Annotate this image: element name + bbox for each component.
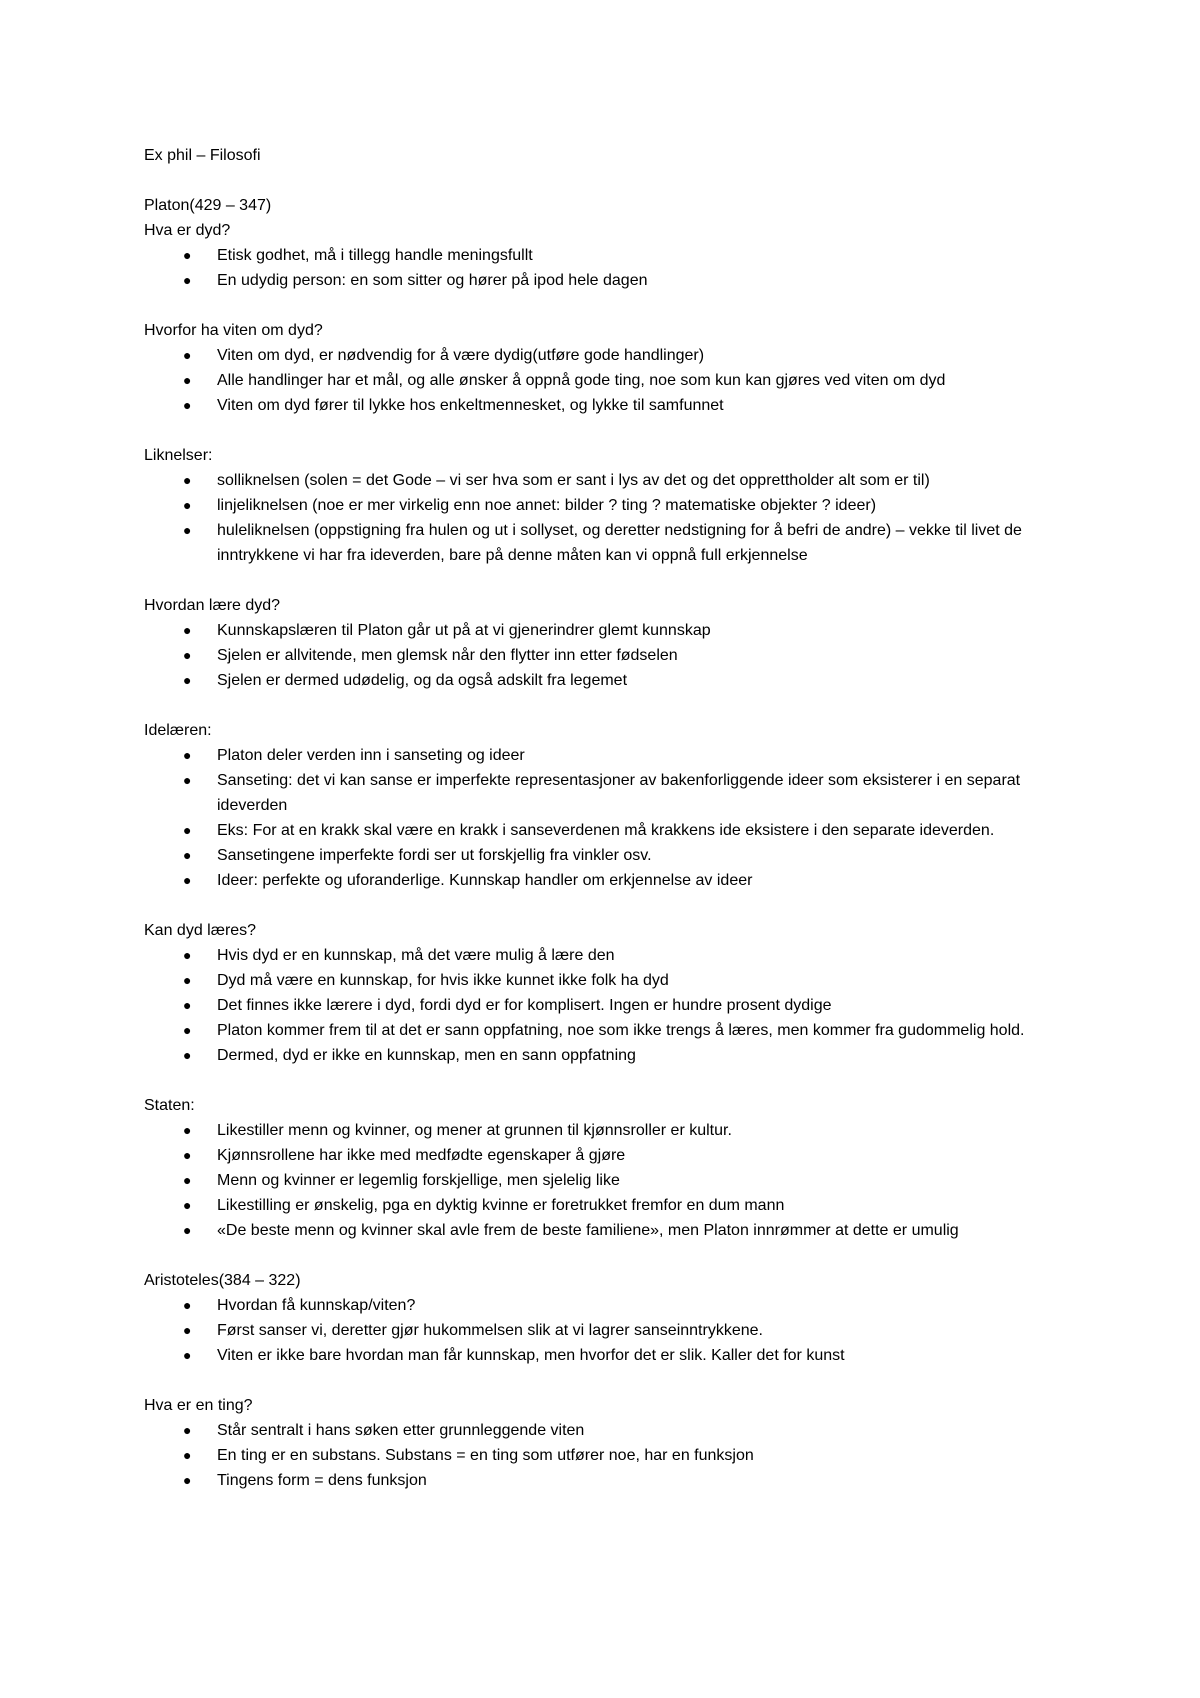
bullet-icon: ●: [183, 1222, 192, 1238]
bullet-icon: ●: [183, 847, 192, 863]
list-item-text: Platon kommer frem til at det er sann oppfatning, noe som ikke trengs å læres, men kommer fra gudommelig hold.: [217, 1022, 1025, 1039]
bullet-icon: ●: [183, 1297, 192, 1313]
list-item-text: Viten om dyd fører til lykke hos enkeltmennesket, og lykke til samfunnet: [217, 397, 724, 414]
list-item: [144, 1318, 1064, 1343]
bullet-icon: ●: [183, 1147, 192, 1163]
list-item: [144, 743, 1064, 768]
list-item-text: Først sanser vi, deretter gjør hukommelsen slik at vi lagrer sanseinntrykkene.: [217, 1322, 763, 1339]
list-item-text: Alle handlinger har et mål, og alle ønsker å oppnå gode ting, noe som kun kan gjøres ved viten om dyd: [217, 372, 946, 389]
list-item: [144, 768, 1064, 818]
bullet-icon: ●: [183, 347, 192, 363]
bullet-icon: ●: [183, 247, 192, 263]
bullet-list: [144, 243, 1064, 293]
list-item-text: Dyd må være en kunnskap, for hvis ikke kunnet ikke folk ha dyd: [217, 972, 669, 989]
bullet-icon: ●: [183, 472, 192, 488]
list-item-text: huleliknelsen (oppstigning fra hulen og ut i sollyset, og deretter nedstigning for å befri de andre) – vekke til livet de inntrykkene vi har fra ideverden, bare på denne måten kan vi oppnå full erkjennelse: [217, 522, 1022, 564]
section: [144, 718, 1064, 893]
list-item: [144, 1018, 1064, 1043]
bullet-icon: ●: [183, 647, 192, 663]
bullet-icon: ●: [183, 522, 192, 538]
list-item: [144, 343, 1064, 368]
list-item: [144, 1343, 1064, 1368]
document-title: Ex phil – Filosofi: [144, 147, 261, 164]
list-item-text: Sansetingene imperfekte fordi ser ut forskjellig fra vinkler osv.: [217, 847, 652, 864]
list-item-text: Hvis dyd er en kunnskap, må det være mulig å lære den: [217, 947, 615, 964]
section-heading: Hva er en ting?: [144, 1397, 253, 1414]
bullet-list: [144, 1293, 1064, 1368]
bullet-icon: ●: [183, 997, 192, 1013]
bullet-icon: ●: [183, 1047, 192, 1063]
list-item-text: Platon deler verden inn i sanseting og ideer: [217, 747, 525, 764]
bullet-icon: ●: [183, 672, 192, 688]
section: [144, 1393, 1064, 1493]
bullet-list: [144, 618, 1064, 693]
list-item: [144, 643, 1064, 668]
section-heading: Aristoteles(384 – 322): [144, 1272, 301, 1289]
document-page: [144, 143, 1064, 1518]
section: [144, 593, 1064, 693]
list-item: [144, 393, 1064, 418]
list-item: [144, 1468, 1064, 1493]
section: [144, 918, 1064, 1068]
list-item: [144, 993, 1064, 1018]
section-heading: Hva er dyd?: [144, 222, 231, 239]
list-item: [144, 1418, 1064, 1443]
list-item-text: Eks: For at en krakk skal være en krakk i sanseverdenen må krakkens ide eksistere i den separate ideverden.: [217, 822, 995, 839]
list-item-text: Dermed, dyd er ikke en kunnskap, men en sann oppfatning: [217, 1047, 636, 1064]
bullet-icon: ●: [183, 397, 192, 413]
list-item-text: Kjønnsrollene har ikke med medfødte egenskaper å gjøre: [217, 1147, 626, 1164]
bullet-icon: ●: [183, 272, 192, 288]
list-item: [144, 368, 1064, 393]
list-item: [144, 868, 1064, 893]
list-item-text: Etisk godhet, må i tillegg handle meningsfullt: [217, 247, 533, 264]
list-item-text: Likestiller menn og kvinner, og mener at grunnen til kjønnsroller er kultur.: [217, 1122, 732, 1139]
list-item: [144, 818, 1064, 843]
list-item-text: Står sentralt i hans søken etter grunnleggende viten: [217, 1422, 585, 1439]
list-item-text: Viten er ikke bare hvordan man får kunnskap, men hvorfor det er slik. Kaller det for kunst: [217, 1347, 845, 1364]
list-item-text: Sjelen er allvitende, men glemsk når den flytter inn etter fødselen: [217, 647, 678, 664]
list-item-text: En ting er en substans. Substans = en ting som utfører noe, har en funksjon: [217, 1447, 754, 1464]
list-item-text: Kunnskapslæren til Platon går ut på at vi gjenerindrer glemt kunnskap: [217, 622, 711, 639]
list-item-text: Menn og kvinner er legemlig forskjellige, men sjelelig like: [217, 1172, 620, 1189]
bullet-icon: ●: [183, 1122, 192, 1138]
section-heading: Kan dyd læres?: [144, 922, 257, 939]
bullet-icon: ●: [183, 497, 192, 513]
bullet-icon: ●: [183, 1022, 192, 1038]
list-item-text: Viten om dyd, er nødvendig for å være dydig(utføre gode handlinger): [217, 347, 705, 364]
list-item: [144, 1293, 1064, 1318]
list-item: [144, 968, 1064, 993]
list-item: [144, 1218, 1064, 1243]
bullet-icon: ●: [183, 947, 192, 963]
list-item: [144, 243, 1064, 268]
list-item-text: linjeliknelsen (noe er mer virkelig enn noe annet: bilder ? ting ? matematiske objekter ? ideer): [217, 497, 877, 514]
section-heading: Platon(429 – 347): [144, 197, 272, 214]
bullet-list: [144, 943, 1064, 1068]
list-item: [144, 1193, 1064, 1218]
list-item: [144, 843, 1064, 868]
list-item-text: Likestilling er ønskelig, pga en dyktig kvinne er foretrukket fremfor en dum mann: [217, 1197, 785, 1214]
list-item-text: Sanseting: det vi kan sanse er imperfekte representasjoner av bakenforliggende ideer som eksisterer i en separat ideverden: [217, 772, 1021, 814]
bullet-icon: ●: [183, 1172, 192, 1188]
section-heading: Hvorfor ha viten om dyd?: [144, 322, 323, 339]
bullet-icon: ●: [183, 972, 192, 988]
bullet-icon: ●: [183, 1322, 192, 1338]
section: [144, 193, 1064, 293]
list-item-text: solliknelsen (solen = det Gode – vi ser hva som er sant i lys av det og det opprettholder alt som er til): [217, 472, 930, 489]
section-heading: Liknelser:: [144, 447, 213, 464]
section-heading: Hvordan lære dyd?: [144, 597, 281, 614]
section: [144, 443, 1064, 568]
list-item: [144, 1443, 1064, 1468]
bullet-icon: ●: [183, 1447, 192, 1463]
list-item: [144, 618, 1064, 643]
section-heading: Staten:: [144, 1097, 195, 1114]
list-item: [144, 1168, 1064, 1193]
list-item: [144, 468, 1064, 493]
bullet-icon: ●: [183, 622, 192, 638]
list-item: [144, 1143, 1064, 1168]
bullet-list: [144, 1118, 1064, 1243]
section: [144, 318, 1064, 418]
list-item: [144, 493, 1064, 518]
bullet-list: [144, 343, 1064, 418]
bullet-icon: ●: [183, 747, 192, 763]
bullet-list: [144, 468, 1064, 568]
list-item-text: Hvordan få kunnskap/viten?: [217, 1297, 416, 1314]
bullet-list: [144, 1418, 1064, 1493]
bullet-icon: ●: [183, 772, 192, 788]
list-item: [144, 943, 1064, 968]
list-item: [144, 1043, 1064, 1068]
list-item-text: «De beste menn og kvinner skal avle frem de beste familiene», men Platon innrømmer at dette er umulig: [217, 1222, 959, 1239]
bullet-icon: ●: [183, 1197, 192, 1213]
list-item: [144, 268, 1064, 293]
list-item-text: Det finnes ikke lærere i dyd, fordi dyd er for komplisert. Ingen er hundre prosent dydige: [217, 997, 832, 1014]
list-item: [144, 518, 1064, 568]
bullet-icon: ●: [183, 1347, 192, 1363]
section: [144, 1268, 1064, 1368]
list-item-text: Ideer: perfekte og uforanderlige. Kunnskap handler om erkjennelse av ideer: [217, 872, 753, 889]
section-heading: Idelæren:: [144, 722, 212, 739]
bullet-icon: ●: [183, 1422, 192, 1438]
list-item-text: Sjelen er dermed udødelig, og da også adskilt fra legemet: [217, 672, 628, 689]
document-body: [144, 193, 1064, 1493]
list-item: [144, 668, 1064, 693]
list-item-text: En udydig person: en som sitter og hører på ipod hele dagen: [217, 272, 648, 289]
bullet-icon: ●: [183, 1472, 192, 1488]
section: [144, 1093, 1064, 1243]
bullet-list: [144, 743, 1064, 893]
list-item-text: Tingens form = dens funksjon: [217, 1472, 427, 1489]
bullet-icon: ●: [183, 372, 192, 388]
bullet-icon: ●: [183, 872, 192, 888]
list-item: [144, 1118, 1064, 1143]
bullet-icon: ●: [183, 822, 192, 838]
